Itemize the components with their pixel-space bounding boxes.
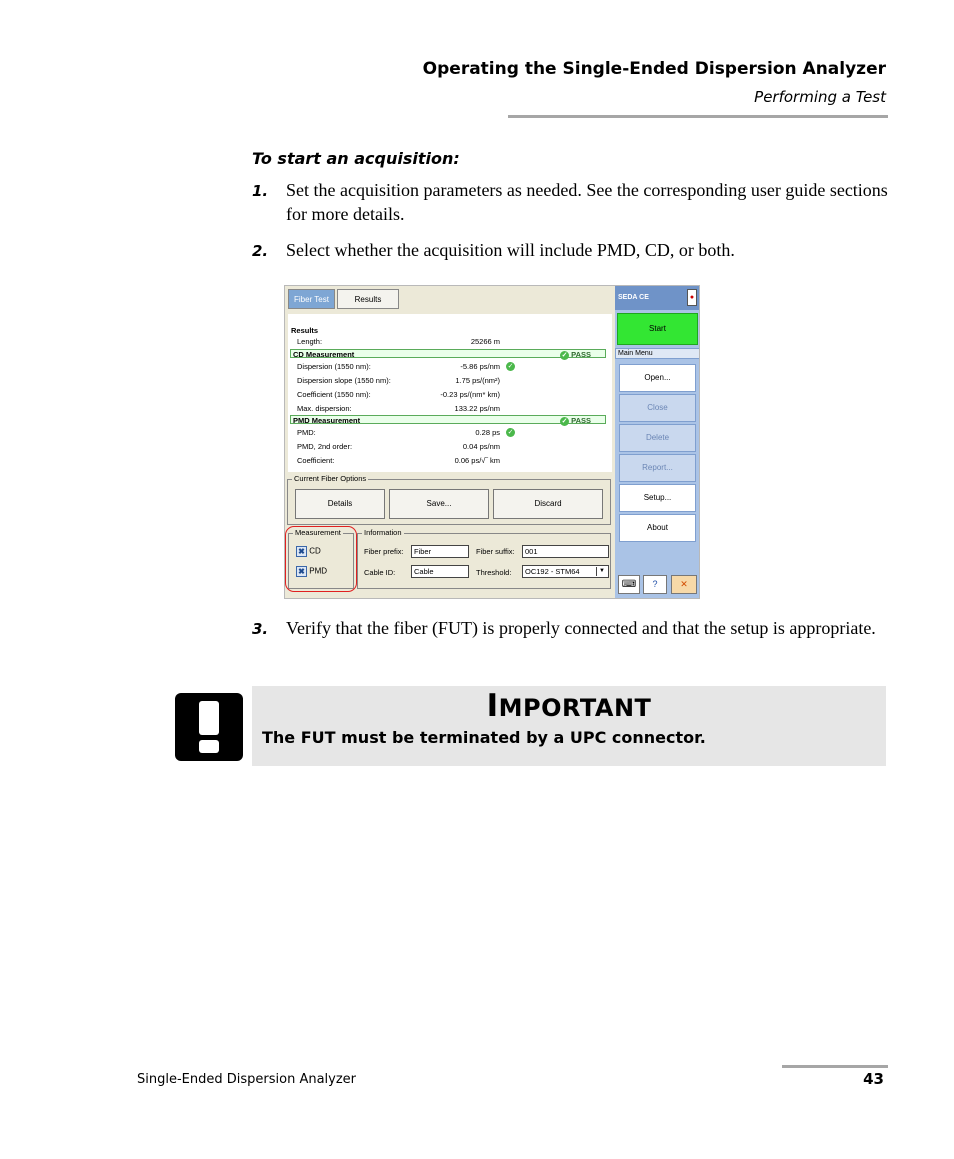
highlight-circle [285,526,357,592]
pmd-section-header [290,415,606,424]
open-button[interactable]: Open... [619,364,696,392]
cd-row-label: Dispersion slope (1550 nm): [297,376,391,385]
important-heading-initial: I [486,688,499,724]
cd-row-label: Coefficient (1550 nm): [297,390,371,399]
cd-checkbox-label: CD [309,546,321,556]
cd-section-title: CD Measurement [293,350,355,359]
pmd-row-value: 0.28 ps [475,428,500,437]
delete-button[interactable]: Delete [619,424,696,452]
footer-rule [782,1065,888,1068]
pass-label: PASS [571,350,591,359]
information-group [357,528,611,589]
pmd-section-title: PMD Measurement [293,416,361,425]
cd-section-header [290,349,606,358]
cd-row-label: Max. dispersion: [297,404,352,413]
pmd-row-value: 0.06 ps/√‾ km [454,456,500,465]
tab-results[interactable]: Results [337,289,399,309]
cd-pass-badge [560,350,591,360]
keyboard-icon[interactable]: ⌨ [618,575,640,594]
exit-icon[interactable]: ✕ [671,575,697,594]
check-icon: ✓ [507,428,514,436]
checkbox-checked-icon[interactable]: ✖ [296,566,307,577]
information-legend: Information [364,528,402,537]
help-icon[interactable]: ? [643,575,667,594]
step-number: 1. [252,182,269,200]
check-icon: ✓ [561,417,568,425]
step-text: Set the acquisition parameters as needed. See the corresponding user guide sections for more details. [286,180,888,224]
length-value: 25266 m [470,337,500,346]
important-notice [252,686,886,766]
main-menu-header: Main Menu [615,348,700,359]
important-heading-rest: MPORTANT [498,694,652,722]
measurement-legend: Measurement [295,528,341,537]
cd-row-value: -5.86 ps/nm [460,362,500,371]
pmd-row-label: PMD, 2nd order: [297,442,353,451]
app-title: SEDA CE [618,294,649,301]
step-text: Select whether the acquisition will include PMD, CD, or both. [286,240,735,260]
setup-button[interactable]: Setup... [619,484,696,512]
page-number: 43 [863,1070,884,1088]
pass-label: PASS [571,416,591,425]
close-button[interactable]: Close [619,394,696,422]
cd-row-label: Dispersion (1550 nm): [297,362,371,371]
footer-title: Single-Ended Dispersion Analyzer [137,1072,357,1087]
chevron-down-icon[interactable]: ▼ [596,567,607,576]
exclamation-icon [175,693,243,761]
app-screenshot [284,285,700,599]
fiber-prefix-label: Fiber prefix: [364,547,404,556]
procedure-title: To start an acquisition: [252,149,460,168]
step-2 [252,238,892,263]
step-text: Verify that the fiber (FUT) is properly connected and that the setup is appropriate. [286,618,876,638]
results-heading: Results [291,326,319,335]
pmd-pass-badge [560,416,591,426]
discard-button[interactable]: Discard [493,489,603,519]
cd-row-value: -0.23 ps/(nm* km) [440,390,500,399]
check-icon: ✓ [561,351,568,359]
important-heading [252,688,886,724]
cd-row-value: 1.75 ps/(nm²) [455,376,500,385]
pmd-row-label: PMD: [297,428,316,437]
details-button[interactable]: Details [295,489,385,519]
fiber-suffix-label: Fiber suffix: [476,547,515,556]
step-number: 2. [252,242,269,260]
threshold-value: OC192 - STM64 [525,567,580,576]
running-header-title: Operating the Single-Ended Dispersion Analyzer [422,59,886,79]
pmd-checkbox-label: PMD [309,566,328,576]
step-3 [252,616,892,641]
start-button[interactable]: Start [617,313,698,345]
current-fiber-options-legend: Current Fiber Options [294,474,367,483]
running-header-subtitle: Performing a Test [754,88,886,106]
device-icon: ● [687,289,697,306]
fiber-suffix-input[interactable]: 001 [522,545,609,558]
current-fiber-options-group [287,474,611,525]
results-panel [288,314,612,472]
length-label: Length: [297,337,323,346]
fiber-prefix-input[interactable]: Fiber [411,545,469,558]
about-button[interactable]: About [619,514,696,542]
tab-fiber-test[interactable]: Fiber Test [288,289,335,309]
step-1 [252,178,892,226]
pmd-row-value: 0.04 ps/nm [462,442,500,451]
check-icon: ✓ [507,362,514,370]
cable-id-label: Cable ID: [364,568,396,577]
app-sidebar [615,286,700,598]
step-number: 3. [252,620,269,638]
checkbox-checked-icon[interactable]: ✖ [296,546,307,557]
cable-id-input[interactable]: Cable [411,565,469,578]
threshold-label: Threshold: [476,568,512,577]
report-button[interactable]: Report... [619,454,696,482]
save-button[interactable]: Save... [389,489,489,519]
pmd-row-label: Coefficient: [297,456,335,465]
important-text: The FUT must be terminated by a UPC connector. [262,728,706,747]
header-rule [508,115,888,118]
threshold-select[interactable] [522,565,609,578]
cd-row-value: 133.22 ps/nm [454,404,500,413]
app-title-bar [615,286,700,310]
